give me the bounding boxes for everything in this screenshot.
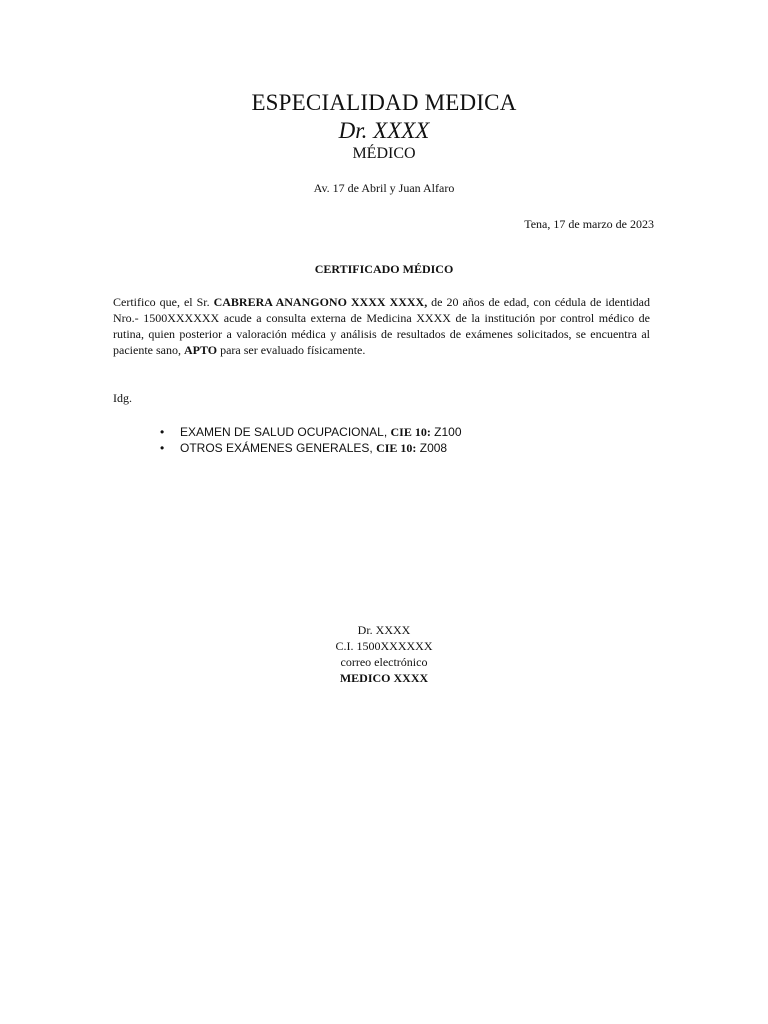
bullet-icon: • bbox=[160, 425, 165, 439]
certificate-body bbox=[113, 294, 650, 358]
patient-name: CABRERA ANANGONO XXXX XXXX, bbox=[213, 295, 428, 309]
signature-email: correo electrónico bbox=[340, 655, 428, 669]
date-line: Tena, 17 de marzo de 2023 bbox=[524, 217, 654, 231]
list-item bbox=[160, 440, 462, 456]
signature-id: C.I. 1500XXXXXX bbox=[335, 639, 433, 653]
fitness-status: APTO bbox=[183, 343, 218, 357]
diagnosis-label: Idg. bbox=[113, 391, 132, 405]
role-heading: MÉDICO bbox=[352, 145, 416, 162]
body-text-main: de 20 años de edad, con cédula de identidad Nro.- 1500XXXXXX acude a consulta externa de Medicina XXXX de la institución por control médico de rutina, quien posterior a valoración médica y análisis de resultados de exámenes solicitados, se encuentra al paciente sano, bbox=[113, 295, 650, 357]
address-line: Av. 17 de Abril y Juan Alfaro bbox=[313, 181, 455, 195]
signature-block bbox=[0, 622, 768, 686]
diagnosis-code: Z100 bbox=[430, 425, 462, 439]
bullet-icon: • bbox=[160, 441, 165, 455]
body-text-end: para ser evaluado físicamente. bbox=[217, 343, 366, 357]
doctor-name-heading: Dr. XXXX bbox=[338, 118, 430, 143]
specialty-heading: ESPECIALIDAD MEDICA bbox=[251, 90, 517, 115]
signature-title: MEDICO XXXX bbox=[339, 671, 429, 685]
body-text-intro: Certifico que, el Sr. bbox=[113, 295, 214, 309]
diagnosis-name: OTROS EXÁMENES GENERALES, bbox=[180, 441, 377, 455]
diagnosis-code-label: CIE 10: bbox=[376, 441, 417, 455]
diagnosis-list bbox=[160, 424, 462, 456]
diagnosis-code: Z008 bbox=[416, 441, 448, 455]
diagnosis-name: EXAMEN DE SALUD OCUPACIONAL, bbox=[180, 425, 391, 439]
diagnosis-code-label: CIE 10: bbox=[390, 425, 431, 439]
certificate-title: CERTIFICADO MÉDICO bbox=[314, 262, 454, 276]
signature-name: Dr. XXXX bbox=[357, 623, 411, 637]
list-item bbox=[160, 424, 462, 440]
